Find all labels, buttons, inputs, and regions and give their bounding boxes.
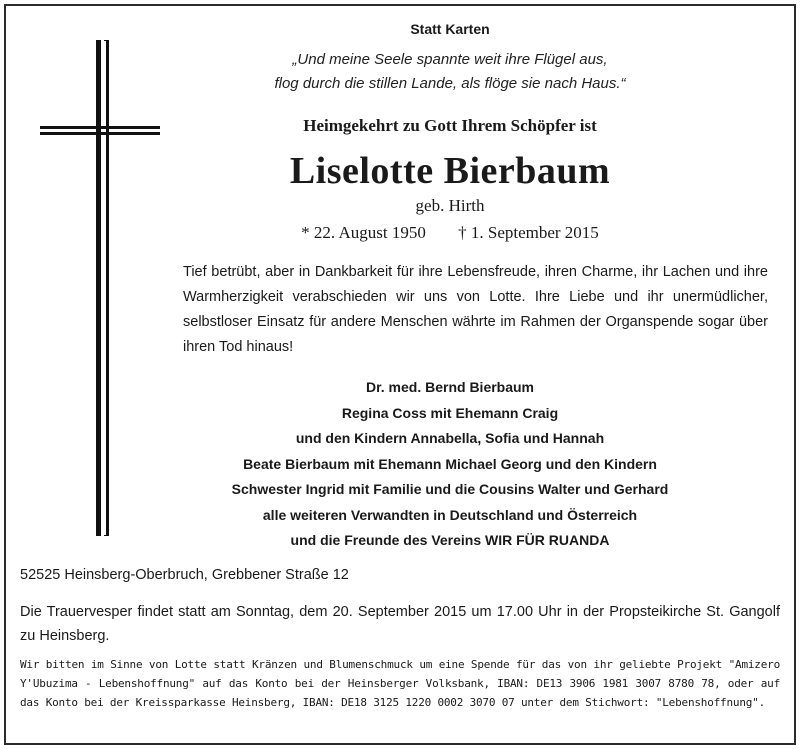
quote bbox=[120, 48, 780, 96]
life-dates bbox=[120, 223, 780, 243]
obituary-body-text: Tief betrübt, aber in Dankbarkeit für ihre Lebensfreude, ihren Charme, ihr Lachen und ihre Warmherzigkeit verabschieden wir uns von Lotte. Ihre Liebe und ihr unermüdlicher, selbstloser Einsatz für andere Menschen währte im Rahmen der Organspende sogar über ihren Tod hinaus! bbox=[183, 264, 768, 355]
mourner-line: und die Freunde des Vereins WIR FÜR RUANDA bbox=[290, 532, 610, 548]
mourners-list bbox=[120, 375, 780, 554]
birth-name: geb. Hirth bbox=[415, 196, 485, 215]
heimgekehrt-line: Heimgekehrt zu Gott Ihrem Schöpfer ist bbox=[303, 116, 597, 135]
birth-date: * 22. August 1950 bbox=[301, 223, 426, 242]
mourner-line: und den Kindern Annabella, Sofia und Hannah bbox=[295, 430, 605, 446]
mourner-line: Schwester Ingrid mit Familie und die Cousins Walter und Gerhard bbox=[231, 481, 669, 497]
quote-line-2: flog durch die stillen Lande, als flöge sie nach Haus.“ bbox=[274, 75, 626, 92]
statt-karten-heading: Statt Karten bbox=[410, 21, 490, 37]
mourner-line: Beate Bierbaum mit Ehemann Michael Georg und den Kindern bbox=[243, 455, 657, 472]
quote-line-1: „Und meine Seele spannte weit ihre Flügel aus, bbox=[292, 51, 608, 68]
mourner-line: alle weiteren Verwandten in Deutschland und Österreich bbox=[262, 506, 638, 523]
mourner-line: Regina Coss mit Ehemann Craig bbox=[341, 404, 559, 421]
cross-vertical-beam bbox=[96, 40, 101, 536]
deceased-name: Liselotte Bierbaum bbox=[289, 150, 611, 192]
donation-note: Wir bitten im Sinne von Lotte statt Kränzen und Blumenschmuck um eine Spende für das von ihr geliebte Projekt "Amizero Y'Ubuzima - Lebenshoffnung" auf das Konto bei der Heinsberger Volksbank, IBAN: DE13 3906 1981 3007 8780 78, oder auf das Konto bei der Kreissparkasse Heinsberg, IBAN: DE18 3125 1220 0002 3070 07 unter dem Stichwort: "Lebenshoffnung". bbox=[20, 658, 780, 709]
family-address: 52525 Heinsberg-Oberbruch, Grebbener Straße 12 bbox=[20, 567, 349, 583]
mourner-line: Dr. med. Bernd Bierbaum bbox=[365, 379, 535, 395]
trauervesper-notice: Die Trauervesper findet statt am Sonntag, dem 20. September 2015 um 17.00 Uhr in der Propsteikirche St. Gangolf zu Heinsberg. bbox=[20, 604, 780, 644]
death-date: † 1. September 2015 bbox=[458, 223, 599, 242]
